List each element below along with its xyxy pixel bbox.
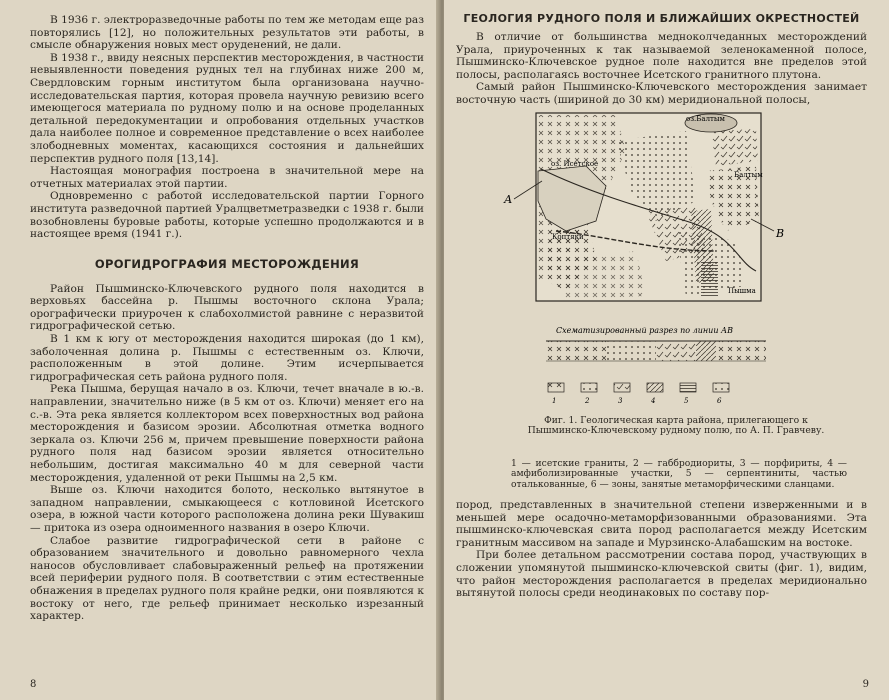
paragraph: Слабое развитие гидрографической сети в районе с образованием значительного и довольно равномерного чехла наносов обусловливает слабовыраженный рельеф на протяжении всей периферии рудного поля. В соответствии с этим естественные обнажения в пределах рудного поля крайне редки, они появляются к востоку от него, где рельеф принимает несколько изрезанный характер.: [30, 534, 424, 623]
legend-swatch: [581, 383, 597, 392]
legend-swatch: [614, 383, 630, 392]
legend-swatch: [548, 383, 564, 392]
section-heading: ГЕОЛОГИЯ РУДНОГО ПОЛЯ И БЛИЖАЙШИХ ОКРЕСТНОСТЕЙ: [463, 12, 860, 25]
paragraph: Самый район Пышминско-Ключевского месторождения занимает восточную часть (шириной до 30 км) меридиональной полосы,: [456, 81, 867, 106]
legend-number: 5: [684, 396, 689, 405]
legend-number: 3: [618, 396, 623, 405]
section-unit: [656, 341, 696, 361]
left-page: [0, 0, 440, 700]
map-label: оз.Балтым: [686, 114, 725, 123]
paragraph: При более детальном рассмотрении состава пород, участвующих в сложении упомянутой пышминско-ключевской свиты (фиг. 1), видим, что район месторождения располагается в пределах меридионально вытянутой полосы среди неодинаковых по составу пор-: [456, 549, 867, 600]
legend-swatch: [647, 383, 663, 392]
paragraph: Река Пышма, берущая начало в оз. Ключи, течет вначале в ю.-в. направлении, значительно ниже (в 5 км от оз. Ключи) меняет его на с.-в. Эта река является коллектором всех поверхностных вод района месторождения и базисом эрозии. Абсолютная отметка водного зеркала оз. Ключи 256 м, причем превышение поверхности района рудного поля над базисом эрозии является относительно небольшим, достигая максимально 40 м для северной части месторождения, удаленной от реки Пышмы на 2,5 км.: [30, 383, 424, 484]
paragraph: Выше оз. Ключи находится болото, несколько вытянутое в западном направлении, смыкающееся с котловиной Исетского озера, в южной части которого расположена долина реки Шувакиш — притока из озера одноименного названия в озеро Ключи.: [30, 484, 424, 534]
right-page: [444, 0, 889, 700]
geological-map-figure: [456, 111, 867, 453]
paragraph: В 1 км к югу от месторождения находится широкая (до 1 км), заболоченная долина р. Пышмы с естественным оз. Ключи, расположенным в этой долине. Этим исчерпывается гидрографическая сеть района рудного поля.: [30, 333, 424, 383]
paragraph: Район Пышминско-Ключевского рудного поля находится в верховьях бассейна р. Пышмы восточного склона Урала; орографически приурочен к слабохолмистой равнине с неразвитой гидрографической сетью.: [30, 282, 424, 333]
section-unit: [546, 341, 606, 361]
legend-swatch: [713, 383, 729, 392]
figure-legend-text: 1 — исетские граниты, 2 — габбродиориты, 3 — порфириты, 4 — амфиболизированные участки, 5 — серпентиниты, частью оталькованные, 6 — зоны, занятые метаморфическими сланцами.: [511, 457, 847, 491]
map-label: Коптяки: [552, 232, 584, 241]
paragraph: пород, представленных в значительной степени изверженными и в меньшей мере осадочно-метаморфизованными образованиями. Эта пышминско-ключевская свита пород располагается между Исетским гранитным массивом на западе и Мурзинско-Алабашским на востоке.: [456, 498, 867, 549]
figure-caption-block: [456, 416, 866, 438]
page-number: 9: [862, 679, 869, 690]
page-number: 8: [30, 679, 37, 690]
section-unit: [716, 341, 766, 361]
paragraph: Настоящая монография построена в значительной мере на отчетных материалах этой партии.: [30, 165, 424, 190]
legend-number: 1: [552, 396, 557, 405]
section-unit: [696, 341, 716, 361]
legend-number: 6: [717, 396, 722, 405]
map-legend: [548, 383, 729, 405]
map-label: Балтым: [734, 170, 763, 179]
legend-swatch: [680, 383, 696, 392]
marker-label: А: [504, 192, 513, 206]
legend-number: 2: [585, 396, 590, 405]
paragraph: В отличие от большинства медноколчеданных месторождений Урала, приуроченных к так называемой зеленокаменной полосе, Пышминско-Ключевское рудное поле находится вне пределов этой полосы, располагаясь восточнее Исетского гранитного плутона.: [456, 31, 867, 81]
figure-caption: Фиг. 1. Геологическая карта района, прилегающего к Пышминско-Ключевскому рудному полю, по А. П. Гравчеву.: [527, 414, 825, 437]
paragraph: Одновременно с работой исследовательской партии Горного института разведочной партией Уралцветметразведки с 1938 г. были возобновлены буровые работы, которые успешно продолжаются и в настоящее время (1941 г.).: [30, 190, 424, 241]
map-label: оз. Исетское: [551, 159, 599, 168]
amphibole-area: [711, 129, 758, 166]
paragraph: В 1938 г., ввиду неясных перспектив месторождения, в частности невыявленности поведения рудных тел на глубинах ниже 200 м, Свердловским горным институтом была организована научно-исследовательская партия, которая провела научную ревизию всего имеющегося материала по рудному полю и на основе проделанных детальной передокументации и опробования отдельных участков дала наиболее полное и современное представление о всех наиболее злободневных моментах, касающихся состояния и дальнейших перспектив рудного поля [13,14].: [30, 51, 424, 165]
section-heading: ОРОГИДРОГРАФИЯ МЕСТОРОЖДЕНИЯ: [94, 256, 360, 271]
legend-number: 4: [651, 396, 656, 405]
paragraph: В 1936 г. электроразведочные работы по тем же методам еще раз повторялись [12], но положительных результатов эти работы, в смысле обнаружения новых мест оруденений, не дали.: [30, 14, 424, 52]
geological-map: [456, 111, 866, 453]
marker-label: В: [776, 226, 785, 240]
schist-area: [701, 261, 718, 296]
section-title: Схематизированный разрез по линии АВ: [556, 325, 733, 335]
section-unit: [606, 341, 656, 361]
map-label: Пышма: [728, 286, 756, 295]
